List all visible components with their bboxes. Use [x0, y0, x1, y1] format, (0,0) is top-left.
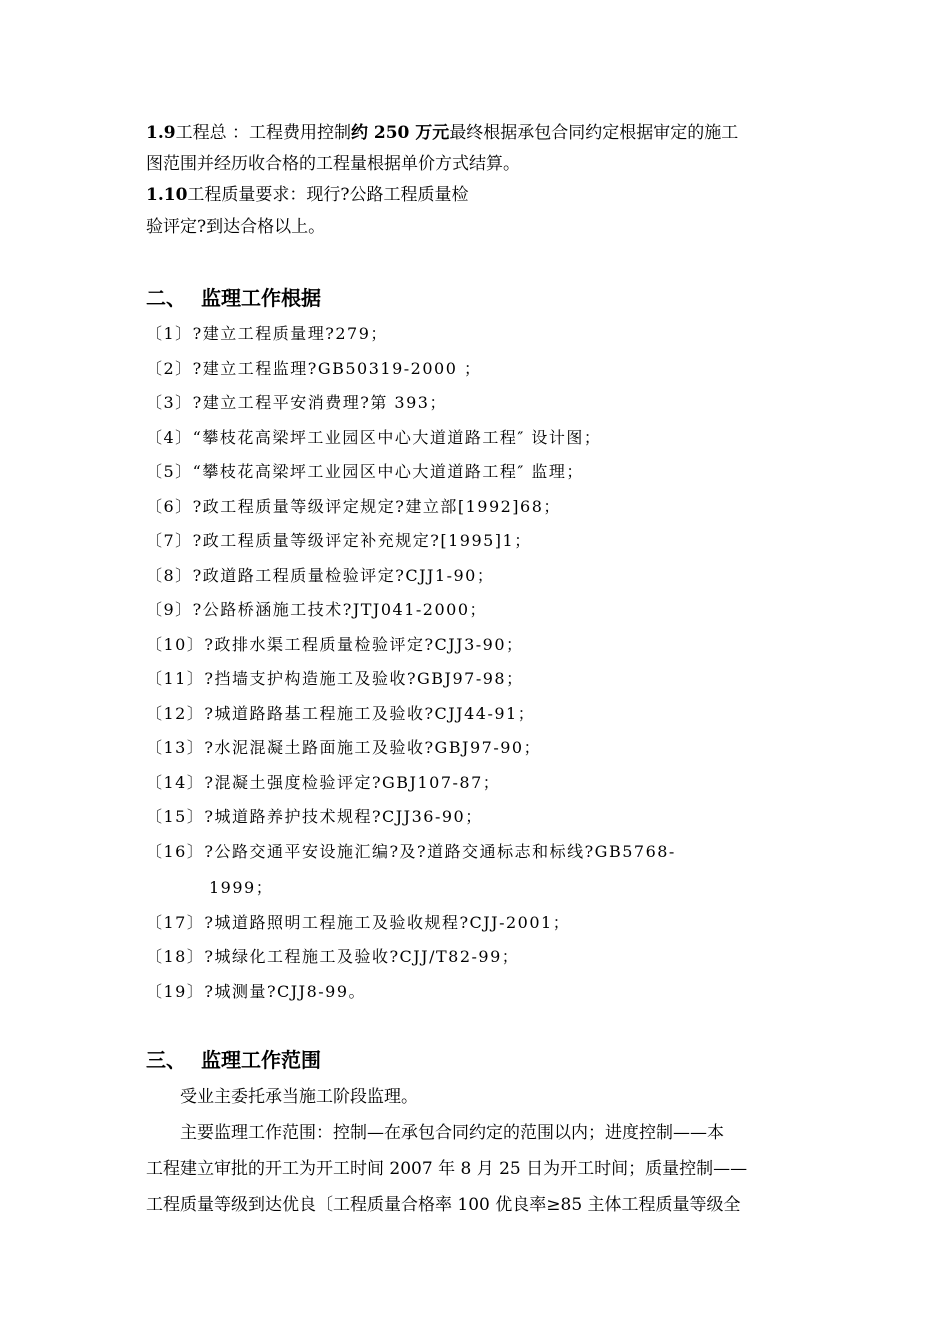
intro-text: 最终根据承包合同约定根据审定的施工: [449, 123, 739, 143]
reference-item: 〔5〕“攀枝花高梁坪工业园区中心大道道路工程″ 监理；: [146, 462, 584, 481]
section-number: 三、: [146, 1048, 186, 1072]
section-title: 监理工作根据: [201, 286, 321, 310]
reference-item: 〔8〕?政道路工程质量检验评定?CJJ1-90；: [146, 566, 495, 585]
reference-item: 〔10〕?政排水渠工程质量检验评定?CJJ3-90；: [146, 635, 524, 654]
scope-paragraph-1: 受业主委托承当施工阶段监理。: [180, 1087, 418, 1107]
scope-paragraph-2-line-1: 主要监理工作范围：控制—在承包合同约定的范围以内；进度控制——本: [180, 1123, 724, 1143]
cost-amount: 约 250 万元: [350, 123, 450, 143]
section-title: 监理工作范围: [201, 1048, 321, 1072]
reference-item: 〔16〕?公路交通平安设施汇编?及?道路交通标志和标线?GB5768-: [146, 842, 676, 861]
reference-item: 〔2〕?建立工程监理?GB50319-2000 ；: [146, 359, 482, 378]
reference-item: 〔9〕?公路桥涵施工技术?JTJ041-2000；: [146, 600, 488, 619]
section-3-heading: [146, 1047, 321, 1073]
clause-number: 1.10: [146, 185, 188, 205]
section-number: 二、: [146, 286, 186, 310]
reference-item: 〔17〕?城道路照明工程施工及验收规程?CJJ-2001；: [146, 913, 571, 932]
intro-line-2: 图范围并经历收合格的工程量根据单价方式结算。: [146, 154, 520, 174]
reference-item: 〔7〕?政工程质量等级评定补充规定?[1995]1；: [146, 531, 532, 550]
reference-item: 〔3〕?建立工程平安消费理?第 393；: [146, 393, 447, 412]
reference-item-continuation: 1999；: [209, 878, 274, 897]
intro-line-3: [146, 184, 469, 206]
reference-item: 〔19〕?城测量?CJJ8-99。: [146, 982, 367, 1001]
clause-number: 1.9: [146, 123, 176, 143]
intro-text: 工程总 ：工程费用控制: [175, 123, 351, 143]
section-2-heading: [146, 285, 321, 311]
scope-paragraph-2-line-2: 工程建立审批的开工为开工时间 2007 年 8 月 25 日为开工时间；质量控制——: [146, 1159, 748, 1179]
reference-item: 〔6〕?政工程质量等级评定规定?建立部[1992]68；: [146, 497, 561, 516]
intro-line-4: 验评定?到达合格以上。: [146, 217, 326, 237]
reference-item: 〔15〕?城道路养护技术规程?CJJ36-90；: [146, 807, 483, 826]
scope-paragraph-2-line-3: 工程质量等级到达优良〔工程质量合格率 100 优良率≥85 主体工程质量等级全: [146, 1195, 741, 1215]
reference-item: 〔12〕?城道路路基工程施工及验收?CJJ44-91；: [146, 704, 536, 723]
reference-item: 〔11〕?挡墙支护构造施工及验收?GBJ97-98；: [146, 669, 524, 688]
reference-item: 〔4〕“攀枝花高梁坪工业园区中心大道道路工程″ 设计图；: [146, 428, 602, 447]
reference-item: 〔18〕?城绿化工程施工及验收?CJJ/T82-99；: [146, 947, 520, 966]
reference-item: 〔13〕?水泥混凝土路面施工及验收?GBJ97-90；: [146, 738, 542, 757]
intro-text: 工程质量要求：现行?公路工程质量检: [187, 185, 469, 205]
reference-item: 〔1〕?建立工程质量理?279；: [146, 324, 388, 343]
intro-line-1: [146, 122, 738, 144]
reference-item: 〔14〕?混凝土强度检验评定?GBJ107-87；: [146, 773, 501, 792]
